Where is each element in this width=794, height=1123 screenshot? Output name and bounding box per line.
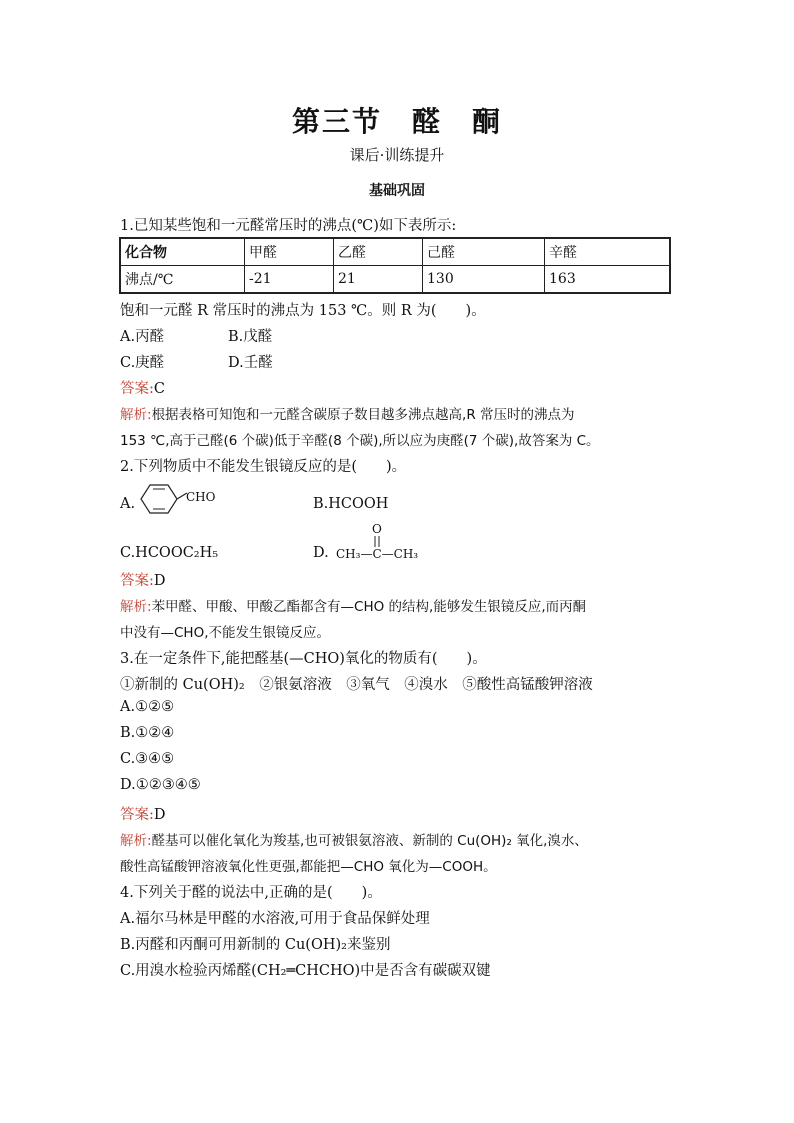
q2-option-a-label: A. bbox=[120, 496, 136, 512]
table-cell: 化合物 bbox=[120, 238, 245, 266]
q4-stem: 4.下列关于醛的说法中,正确的是( )。 bbox=[120, 885, 382, 901]
answer-label: 答案: bbox=[120, 807, 154, 823]
q2-explanation-line1 bbox=[120, 595, 586, 615]
table-cell: 163 bbox=[545, 266, 671, 294]
q4-option-b: B.丙醛和丙酮可用新制的 Cu(OH)₂来鉴别 bbox=[120, 937, 391, 953]
boiling-point-table bbox=[119, 237, 671, 294]
q1-explanation-line2: 153 ℃,高于己醛(6 个碳)低于辛醛(8 个碳),所以应为庚醛(7 个碳),故答案为 C。 bbox=[120, 433, 600, 449]
benzene-ring-icon bbox=[140, 481, 188, 517]
q3-option-b: B.①②④ bbox=[120, 725, 175, 741]
q2-option-d-oxygen: O bbox=[372, 522, 382, 536]
q1-explanation-line1 bbox=[120, 403, 575, 423]
table-header-row bbox=[120, 238, 670, 266]
table-cell: 130 bbox=[423, 266, 545, 294]
q2-explanation-line2: 中没有—CHO,不能发生银镜反应。 bbox=[120, 625, 330, 641]
page-title: 第三节 醛 酮 bbox=[291, 105, 502, 138]
q1-option-c: C.庚醛 bbox=[120, 355, 165, 371]
q3-answer bbox=[120, 803, 166, 824]
q2-option-b: B.HCOOH bbox=[313, 496, 389, 512]
section-heading: 基础巩固 bbox=[369, 183, 425, 199]
q1-option-d: D.壬醛 bbox=[228, 355, 273, 371]
table-cell: 己醛 bbox=[423, 238, 545, 266]
q2-option-c: C.HCOOC₂H₅ bbox=[120, 545, 219, 561]
q4-option-c: C.用溴水检验丙烯醛(CH₂═CHCHO)中是否含有碳碳双键 bbox=[120, 963, 491, 979]
table-cell: 乙醛 bbox=[334, 238, 423, 266]
q1-option-a: A.丙醛 bbox=[120, 329, 165, 345]
answer-value: C bbox=[153, 381, 165, 397]
q2-option-d-label: D. bbox=[313, 545, 329, 561]
table-cell: 甲醛 bbox=[245, 238, 334, 266]
q3-option-d: D.①②③④⑤ bbox=[120, 777, 201, 793]
q4-option-a: A.福尔马林是甲醛的水溶液,可用于食品保鲜处理 bbox=[120, 911, 430, 927]
page-subtitle: 课后·训练提升 bbox=[349, 146, 445, 164]
q1-question: 饱和一元醛 R 常压时的沸点为 153 ℃。则 R 为( )。 bbox=[120, 303, 486, 319]
q3-explanation-line1 bbox=[120, 829, 588, 849]
table-cell: 沸点/℃ bbox=[120, 266, 245, 294]
explanation-label: 解析: bbox=[120, 407, 152, 423]
q2-stem: 2.下列物质中不能发生银镜反应的是( )。 bbox=[120, 459, 407, 475]
q1-stem: 1.已知某些饱和一元醛常压时的沸点(℃)如下表所示: bbox=[120, 218, 457, 234]
table-cell: -21 bbox=[245, 266, 334, 294]
answer-label: 答案: bbox=[120, 381, 154, 397]
q2-option-d-chain: CH₃—C—CH₃ bbox=[336, 547, 419, 561]
answer-label: 答案: bbox=[120, 573, 154, 589]
q2-answer bbox=[120, 569, 166, 590]
q3-explanation-line2: 酸性高锰酸钾溶液氧化性更强,都能把—CHO 氧化为—COOH。 bbox=[120, 859, 497, 875]
q3-stem: 3.在一定条件下,能把醛基(—CHO)氧化的物质有( )。 bbox=[120, 651, 487, 667]
explanation-text: 根据表格可知饱和一元醛含碳原子数目越多沸点越高,R 常压时的沸点为 bbox=[151, 407, 575, 423]
table-row bbox=[120, 266, 670, 294]
q3-items: ①新制的 Cu(OH)₂ ②银氨溶液 ③氧气 ④溴水 ⑤酸性高锰酸钾溶液 bbox=[120, 677, 593, 693]
explanation-text: 醛基可以催化氧化为羧基,也可被银氨溶液、新制的 Cu(OH)₂ 氧化,溴水、 bbox=[151, 833, 588, 849]
explanation-label: 解析: bbox=[120, 599, 152, 615]
q2-option-a-group: CHO bbox=[186, 490, 216, 504]
q1-answer bbox=[120, 377, 165, 398]
table-cell: 辛醛 bbox=[545, 238, 671, 266]
explanation-text: 苯甲醛、甲酸、甲酸乙酯都含有—CHO 的结构,能够发生银镜反应,而丙酮 bbox=[151, 599, 587, 615]
answer-value: D bbox=[153, 573, 166, 589]
q3-option-c: C.③④⑤ bbox=[120, 751, 175, 767]
table-cell: 21 bbox=[334, 266, 423, 294]
q3-option-a: A.①②⑤ bbox=[120, 699, 175, 715]
explanation-label: 解析: bbox=[120, 833, 152, 849]
answer-value: D bbox=[153, 807, 166, 823]
q1-option-b: B.戊醛 bbox=[228, 329, 273, 345]
